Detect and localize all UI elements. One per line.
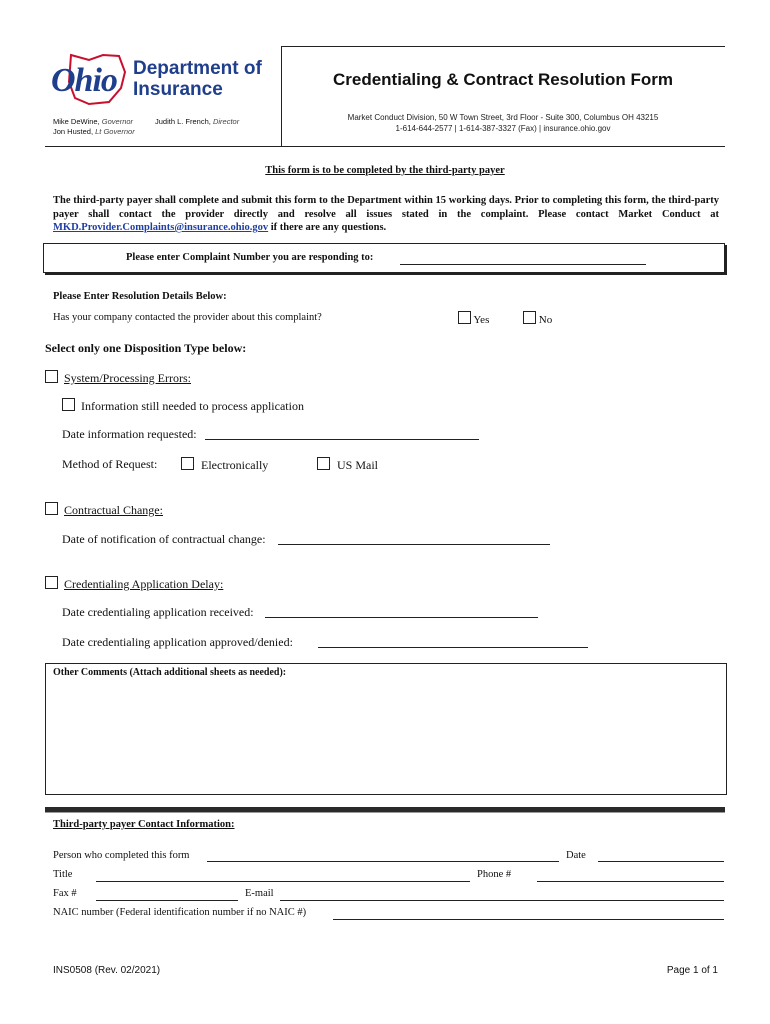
third-party-notice: This form is to be completed by the third-party payer (265, 165, 505, 176)
fax-label: Fax # (53, 888, 77, 899)
no-option[interactable] (523, 311, 552, 326)
governor-name: Mike DeWine, (53, 117, 100, 126)
market-conduct-email-link[interactable]: MKD.Provider.Complaints@insurance.ohio.gov (53, 222, 269, 233)
info-needed-checkbox[interactable] (62, 398, 75, 411)
contractual-checkbox[interactable] (45, 502, 58, 515)
lt-governor-title: Lt Governor (95, 127, 135, 136)
electronically-option[interactable] (181, 457, 268, 473)
logo-wordmark: Ohio (51, 62, 117, 99)
date-notification-input[interactable] (278, 544, 550, 545)
naic-label: NAIC number (Federal identification number if no NAIC #) (53, 907, 307, 918)
electronically-label: Electronically (201, 458, 269, 472)
system-errors-checkbox[interactable] (45, 370, 58, 383)
other-comments-label: Other Comments (Attach additional sheets as needed): (53, 667, 287, 678)
date-requested-label: Date information requested: (62, 427, 197, 441)
person-label: Person who completed this form (53, 850, 190, 861)
complaint-number-box (43, 243, 725, 273)
date-approved-label: Date credentialing application approved/denied: (62, 635, 293, 649)
complaint-number-input[interactable] (400, 264, 646, 265)
section-divider-bar (45, 807, 725, 813)
other-comments-box[interactable] (45, 663, 727, 795)
ohio-logo (49, 52, 137, 108)
lt-governor-line (53, 127, 135, 136)
system-errors-option[interactable] (45, 370, 191, 386)
email-label: E-mail (245, 888, 274, 899)
email-input[interactable] (280, 900, 724, 901)
electronically-checkbox[interactable] (181, 457, 194, 470)
contact-line: 1-614-644-2577 | 1-614-387-3327 (Fax) | insurance.ohio.gov (395, 124, 611, 133)
director-title: Director (212, 117, 240, 126)
yes-option[interactable] (458, 311, 489, 326)
fax-input[interactable] (96, 900, 238, 901)
contractual-label: Contractual Change: (64, 503, 163, 517)
info-needed-option[interactable] (62, 398, 304, 414)
governor-line (53, 117, 133, 126)
phone-label: Phone # (477, 869, 512, 880)
us-mail-option[interactable] (317, 457, 378, 473)
title-label: Title (53, 869, 73, 880)
date-notification-label: Date of notification of contractual change: (62, 532, 266, 546)
credentialing-option[interactable] (45, 576, 223, 592)
page-number: Page 1 of 1 (666, 965, 718, 976)
method-label: Method of Request: (62, 457, 158, 471)
credentialing-checkbox[interactable] (45, 576, 58, 589)
us-mail-checkbox[interactable] (317, 457, 330, 470)
info-needed-label: Information still needed to process application (81, 399, 304, 413)
no-checkbox[interactable] (523, 311, 536, 324)
form-title: Credentialing & Contract Resolution Form (332, 70, 674, 89)
contacted-provider-question: Has your company contacted the provider about this complaint? (53, 312, 322, 323)
title-input[interactable] (96, 881, 470, 882)
resolution-heading: Please Enter Resolution Details Below: (53, 291, 227, 302)
dept-name-line1: Department of (133, 58, 262, 79)
system-errors-label: System/Processing Errors: (64, 371, 191, 385)
date-input[interactable] (598, 861, 724, 862)
credentialing-label: Credentialing Application Delay: (64, 577, 224, 591)
director-name: Judith L. French, (155, 117, 211, 126)
naic-input[interactable] (333, 919, 724, 920)
dept-name-line2: Insurance (133, 79, 223, 100)
contractual-option[interactable] (45, 502, 163, 518)
no-label: No (538, 314, 553, 326)
director-line (155, 117, 239, 126)
form-number: INS0508 (Rev. 02/2021) (53, 965, 161, 976)
us-mail-label: US Mail (337, 458, 379, 472)
date-received-input[interactable] (265, 617, 538, 618)
yes-checkbox[interactable] (458, 311, 471, 324)
disposition-heading: Select only one Disposition Type below: (45, 341, 247, 355)
header (45, 46, 725, 146)
address: Market Conduct Division, 50 W Town Street, 3rd Floor - Suite 300, Columbus OH 43215 (347, 113, 659, 122)
yes-label: Yes (473, 314, 490, 326)
header-bottom-rule (45, 146, 725, 147)
phone-input[interactable] (537, 881, 724, 882)
date-approved-input[interactable] (318, 647, 588, 648)
intro-paragraph (53, 194, 719, 235)
governor-title: Governor (101, 117, 134, 126)
date-received-label: Date credentialing application received: (62, 605, 254, 619)
intro-text: The third-party payer shall complete and submit this form to the Department within 15 working days. Prior to completing this form, the third-party payer shall contact the provider directly and resolve all issues stated in the complaint. Please contact Market Conduct at (53, 195, 719, 220)
date-requested-input[interactable] (205, 439, 479, 440)
person-input[interactable] (207, 861, 559, 862)
date-label: Date (566, 850, 586, 861)
intro-after-email: if there are any questions. (268, 222, 387, 233)
contact-info-heading: Third-party payer Contact Information: (53, 819, 235, 830)
lt-governor-name: Jon Husted, (53, 127, 94, 136)
complaint-number-label: Please enter Complaint Number you are responding to: (126, 252, 374, 263)
header-top-rule (281, 46, 725, 47)
